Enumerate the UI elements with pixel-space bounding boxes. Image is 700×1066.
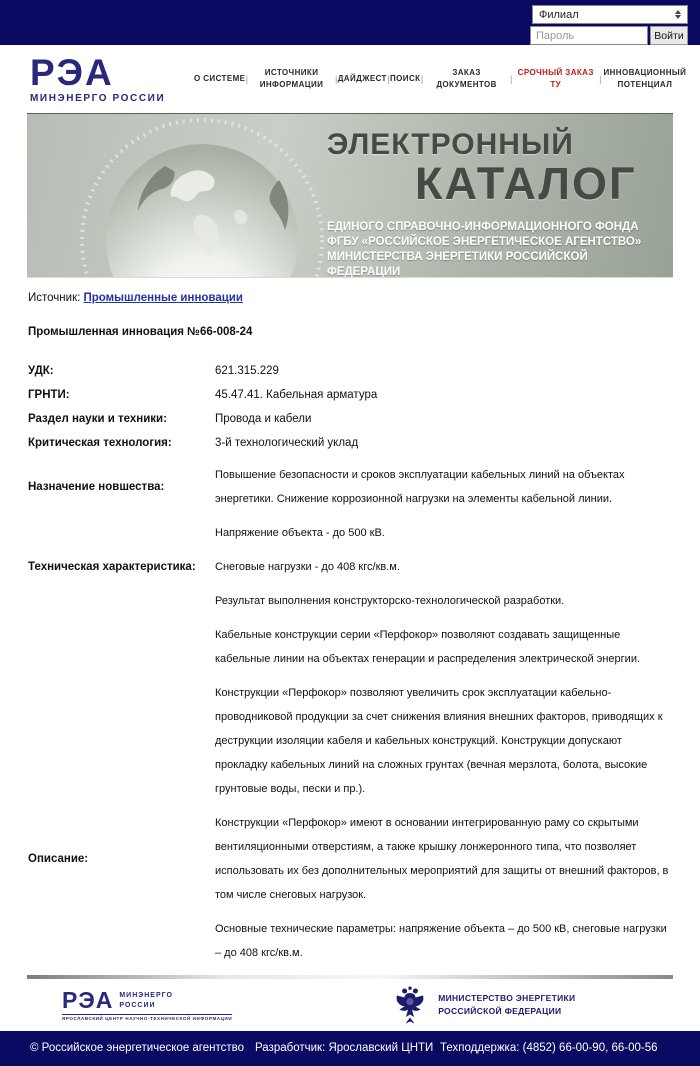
nav-item-sources[interactable]: ИСТОЧНИКИ ИНФОРМАЦИИ — [259, 67, 324, 89]
footer-rea-logo-text: РЭА — [62, 987, 114, 1013]
field-value: Основные технические параметры: напряжение объекта – до 500 кВ, снеговые нагрузки – до 408 кгс/кв.м. — [215, 923, 667, 959]
footer-rea-logo — [62, 989, 232, 1021]
nav-separator: | — [420, 73, 424, 84]
nav-separator: | — [599, 73, 602, 84]
nav-item-digest[interactable]: ДАЙДЖЕСТ — [337, 73, 387, 83]
field-row-critical-technology — [28, 431, 672, 455]
nav-separator: | — [245, 73, 249, 84]
field-row-technical-characteristic — [28, 555, 672, 579]
field-value: Снеговые нагрузки - до 408 кгс/кв.м. — [215, 561, 400, 573]
nav-separator: | — [387, 73, 390, 84]
select-spinner-icon — [675, 10, 681, 19]
field-value: 45.47.41. Кабельная арматура — [215, 389, 378, 401]
footer-rea-small-text: ЯРОСЛАВСКИЙ ЦЕНТР НАУЧНО-ТЕХНИЧЕСКОЙ ИНФОРМАЦИИ — [62, 1016, 233, 1021]
field-value: Повышение безопасности и сроков эксплуатации кабельных линий на объектах энергетики. Снижение коррозионной нагрузки на элементы кабельной линии. — [215, 469, 625, 505]
footer-rea-sub-line1: МИНЭНЕРГО — [119, 992, 173, 1000]
nav-item-order-documents[interactable]: ЗАКАЗ ДОКУМЕНТОВ — [436, 67, 497, 89]
field-row-purpose — [28, 463, 672, 511]
globe-graphic — [47, 118, 357, 278]
field-label — [28, 589, 215, 613]
field-value: Напряжение объекта - до 500 кВ. — [215, 527, 385, 539]
site-header — [0, 45, 700, 112]
main-nav — [194, 67, 688, 91]
field-label — [28, 681, 215, 801]
footer-rea-logo-subtext — [119, 991, 173, 1010]
banner-subtitle-line3: МИНИСТЕРСТВА ЭНЕРГЕТИКИ РОССИЙСКОЙ ФЕДЕРАЦИИ — [327, 251, 588, 278]
footer-logos — [0, 979, 700, 1031]
banner-subtitle-line1: ЕДИНОГО СПРАВОЧНО-ИНФОРМАЦИОННОГО ФОНДА — [327, 221, 639, 233]
nav-item-urgent-order[interactable]: СРОЧНЫЙ ЗАКАЗ ТУ — [517, 67, 594, 89]
field-label — [28, 917, 215, 965]
ministry-name-line2: РОССИЙСКОЙ ФЕДЕРАЦИИ — [438, 1006, 562, 1016]
bottom-bar — [0, 1031, 700, 1066]
nav-separator: | — [334, 73, 338, 84]
nav-item-search[interactable]: ПОИСК — [390, 73, 421, 83]
banner-text-block — [327, 128, 657, 278]
banner-title-line1: ЭЛЕКТРОННЫЙ — [327, 128, 574, 161]
source-link[interactable]: Промышленные инновации — [83, 292, 243, 304]
field-row-main-parameters — [28, 917, 672, 965]
field-row-science-section — [28, 407, 672, 431]
ministry-eagle-icon — [392, 985, 428, 1025]
source-label: Источник: — [28, 292, 81, 304]
field-row-udk — [28, 359, 672, 383]
field-label: УДК: — [28, 365, 54, 377]
field-value: 621.315.229 — [215, 365, 279, 377]
field-label: Описание: — [28, 853, 89, 865]
login-button[interactable]: Войти — [650, 26, 688, 45]
source-line — [28, 292, 672, 304]
field-value: Кабельные конструкции серии «Перфокор» позволяют создавать защищенные кабельные линии на объектах генерации и распределения электрической энергии. — [215, 629, 641, 665]
rea-logo-text: РЭА — [30, 51, 114, 93]
rea-logo-subtext: МИНЭНЕРГО РОССИИ — [30, 92, 166, 104]
field-label: Назначение новшества: — [28, 481, 165, 493]
nav-item-innovation-potential[interactable]: ИННОВАЦИОННЫЙ ПОТЕНЦИАЛ — [603, 67, 687, 89]
field-row-description — [28, 811, 672, 907]
field-value: 3-й технологический уклад — [215, 437, 359, 449]
field-row-voltage — [28, 521, 672, 545]
rea-logo — [30, 51, 180, 104]
ministry-name-line1: МИНИСТЕРСТВО ЭНЕРГЕТИКИ — [438, 993, 576, 1004]
copyright-text: © Российское энергетическое агентство — [30, 1042, 245, 1054]
field-value: Конструкции «Перфокор» позволяют увеличить срок эксплуатации кабельно-проводниковой продукции за счет снижения влияния внешних факторов, приводящих к деструкции изоляции кабеля и кабельных конструкций. Конструкции допускают прокладку кабельных линий на сложных грунтах (вечная мерзлота, болота, высокие грунтовые воды, пески и пр.). — [215, 687, 663, 795]
field-row-grnti — [28, 383, 672, 407]
catalog-banner — [27, 113, 673, 278]
branch-select[interactable] — [532, 5, 688, 24]
field-row-constructions — [28, 623, 672, 671]
password-input[interactable] — [530, 26, 648, 45]
ministry-name — [438, 992, 575, 1018]
field-label: ГРНТИ: — [28, 389, 70, 401]
record-content — [0, 278, 700, 965]
field-value: Результат выполнения конструкторско-технологической разработки. — [215, 595, 565, 607]
top-bar — [0, 0, 700, 45]
field-label — [28, 521, 215, 545]
field-row-lifetime — [28, 681, 672, 801]
footer-ministry — [392, 985, 575, 1025]
footer-rea-sub-line2: РОССИИ — [119, 1001, 156, 1009]
field-label: Критическая технология: — [28, 437, 172, 449]
field-label — [28, 623, 215, 671]
field-value: Провода и кабели — [215, 413, 312, 425]
login-form — [530, 26, 688, 45]
field-row-result — [28, 589, 672, 613]
record-title: Промышленная инновация №66-008-24 — [28, 326, 253, 338]
nav-separator: | — [509, 73, 513, 84]
field-label: Техническая характеристика: — [28, 561, 196, 573]
branch-select-value: Филиал — [539, 8, 579, 21]
banner-subtitle-line2: ФГБУ «РОССИЙСКОЕ ЭНЕРГЕТИЧЕСКОЕ АГЕНТСТВО» — [327, 236, 642, 248]
nav-item-about[interactable]: О СИСТЕМЕ — [194, 73, 246, 83]
banner-title-line2: КАТАЛОГ — [415, 158, 637, 209]
developer-text: Разработчик: Ярославский ЦНТИ — [255, 1042, 434, 1054]
field-value: Конструкции «Перфокор» имеют в основании интегрированную раму со скрытыми вентиляционными отверстиям, а также крышку лонжеронного типа, что позволяет использовать их без дополнительных мероприятий для защиты от внешний факторов, в том числе снеговых нагрузок. — [215, 817, 669, 901]
support-text: Техподдержка: (4852) 66-00-90, 66-00-56 — [440, 1042, 658, 1054]
field-label: Раздел науки и техники: — [28, 413, 167, 425]
banner-subtitle — [327, 220, 657, 278]
